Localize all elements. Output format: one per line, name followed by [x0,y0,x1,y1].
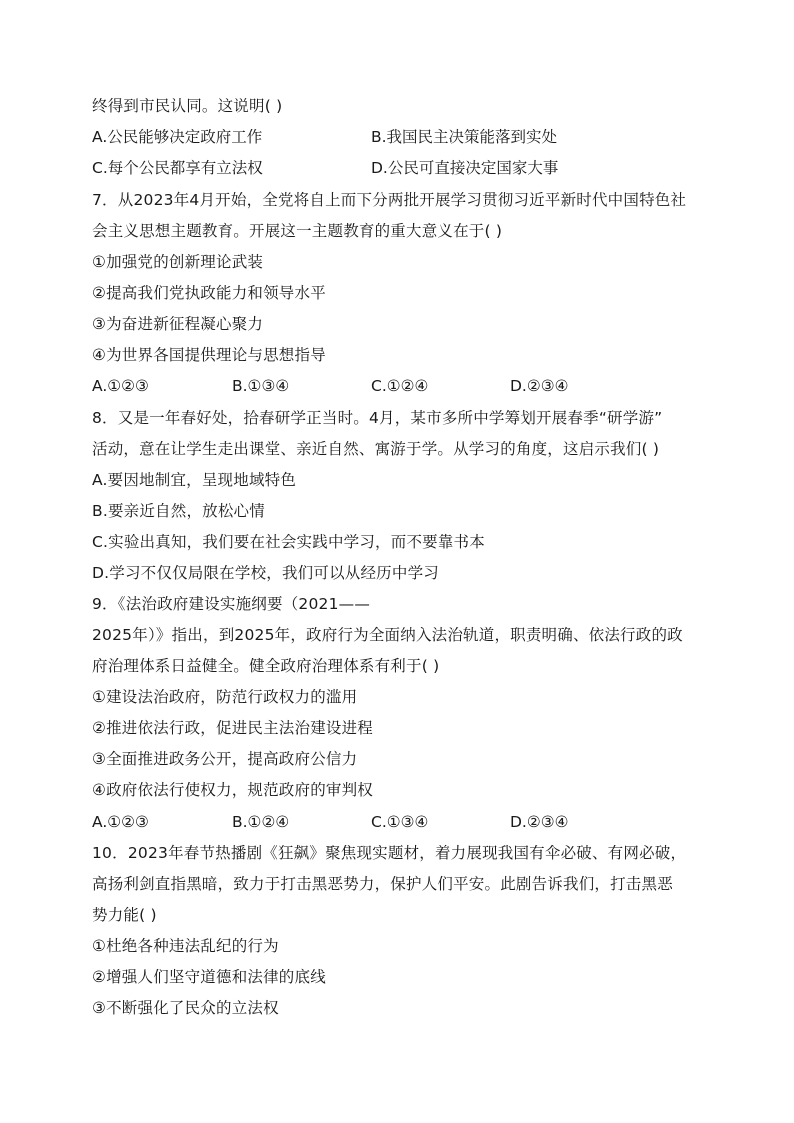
q9-stem-line2: 2025年）》指出，到2025年，政府行为全面纳入法治轨道，职责明确、依法行政的政 [92,626,683,644]
q9-stem-line3: 府治理体系日益健全。健全政府治理体系有利于( ) [92,657,440,675]
q9-option-b: B.①②④ [232,813,290,831]
q9-stem-line1: 9．《法治政府建设实施纲要（2021—— [92,595,371,613]
q9-item-4: ④政府依法行使权力，规范政府的审判权 [92,781,373,799]
q6-option-a: A.公民能够决定政府工作 [92,128,263,146]
q9-item-3: ③全面推进政务公开，提高政府公信力 [92,750,358,768]
q10-item-2: ②增强人们坚守道德和法律的底线 [92,968,326,986]
q7-stem-line2: 会主义思想主题教育。开展这一主题教育的重大意义在于( ) [92,222,503,240]
q7-option-a: A.①②③ [92,377,149,395]
q8-option-c: C.实验出真知，我们要在社会实践中学习，而不要靠书本 [92,533,485,551]
q7-item-4: ④为世界各国提供理论与思想指导 [92,346,326,364]
q10-stem-line3: 势力能( ) [92,906,157,924]
q10-item-3: ③不断强化了民众的立法权 [92,999,279,1017]
q7-item-1: ①加强党的创新理论武装 [92,253,264,271]
q7-option-d: D.②③④ [510,377,569,395]
q6-option-c: C.每个公民都享有立法权 [92,159,263,177]
q9-option-c: C.①③④ [371,813,429,831]
q8-option-b: B.要亲近自然，放松心情 [92,502,265,520]
q10-stem-line1: 10．2023年春节热播剧《狂飙》聚焦现实题材，着力展现我国有伞必破、有网必破， [92,844,687,862]
q7-stem-line1: 7．从2023年4月开始，全党将自上而下分两批开展学习贯彻习近平新时代中国特色社 [92,191,687,209]
q7-item-3: ③为奋进新征程凝心聚力 [92,315,264,333]
q9-option-a: A.①②③ [92,813,149,831]
q6-option-b: B.我国民主决策能落到实处 [371,128,558,146]
q10-item-1: ①杜绝各种违法乱纪的行为 [92,937,279,955]
q7-item-2: ②提高我们党执政能力和领导水平 [92,284,326,302]
q6-option-d: D.公民可直接决定国家大事 [371,159,559,177]
q8-stem-line1: 8．又是一年春好处，拾春研学正当时。4月，某市多所中学筹划开展春季“研学游” [92,409,663,427]
q9-option-d: D.②③④ [510,813,569,831]
q7-option-c: C.①②④ [371,377,429,395]
q6-stem-tail: 终得到市民认同。这说明( ) [92,97,283,115]
q8-stem-line2: 活动，意在让学生走出课堂、亲近自然、寓游于学。从学习的角度，这启示我们( ) [92,440,660,458]
q9-item-1: ①建设法治政府，防范行政权力的滥用 [92,688,358,706]
q8-option-d: D.学习不仅仅局限在学校，我们可以从经历中学习 [92,564,439,582]
q8-option-a: A.要因地制宜，呈现地域特色 [92,471,297,489]
q9-item-2: ②推进依法行政，促进民主法治建设进程 [92,719,373,737]
q10-stem-line2: 高扬利剑直指黑暗，致力于打击黑恶势力，保护人们平安。此剧告诉我们，打击黑恶 [92,875,673,893]
q7-option-b: B.①③④ [232,377,290,395]
